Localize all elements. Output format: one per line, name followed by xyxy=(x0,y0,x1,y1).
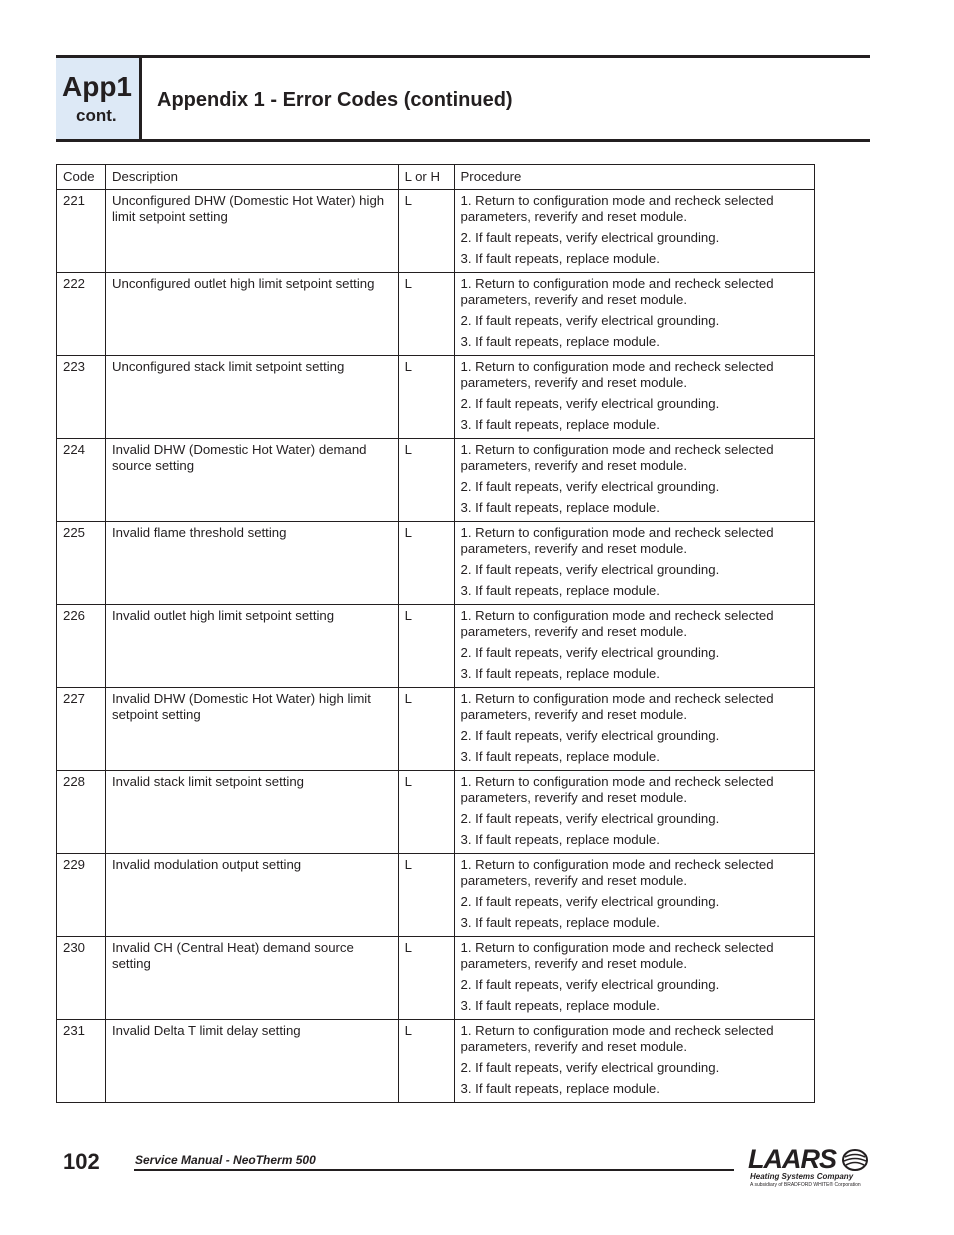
cell-l-or-h: L xyxy=(398,854,454,937)
cell-description: Unconfigured stack limit setpoint setting xyxy=(105,356,398,439)
cell-code: 229 xyxy=(57,854,106,937)
cell-code: 230 xyxy=(57,937,106,1020)
cell-code: 225 xyxy=(57,522,106,605)
header-top-rule xyxy=(56,55,870,58)
procedure-step: 1. Return to configuration mode and recheck selected parameters, reverify and reset module. xyxy=(460,359,774,390)
procedure-step: 2. If fault repeats, verify electrical grounding. xyxy=(460,396,720,411)
procedure-step: 1. Return to configuration mode and recheck selected parameters, reverify and reset module. xyxy=(460,276,774,307)
procedure-step: 1. Return to configuration mode and recheck selected parameters, reverify and reset module. xyxy=(460,608,774,639)
cell-code: 221 xyxy=(57,190,106,273)
cell-description: Invalid modulation output setting xyxy=(105,854,398,937)
page-number: 102 xyxy=(63,1149,100,1174)
page-title: Appendix 1 - Error Codes (continued) xyxy=(157,89,513,111)
cell-code: 228 xyxy=(57,771,106,854)
procedure-step: 1. Return to configuration mode and recheck selected parameters, reverify and reset module. xyxy=(460,857,774,888)
procedure-step: 3. If fault repeats, replace module. xyxy=(460,998,660,1013)
cell-l-or-h: L xyxy=(398,356,454,439)
procedure-step: 3. If fault repeats, replace module. xyxy=(460,417,660,432)
procedure-step: 3. If fault repeats, replace module. xyxy=(460,915,660,930)
procedure-step: 1. Return to configuration mode and recheck selected parameters, reverify and reset module. xyxy=(460,1023,774,1054)
procedure-step: 2. If fault repeats, verify electrical grounding. xyxy=(460,811,720,826)
table-row xyxy=(57,688,815,771)
cell-procedure xyxy=(454,1020,814,1103)
footer-rule xyxy=(134,1169,734,1171)
procedure-step: 2. If fault repeats, verify electrical grounding. xyxy=(460,728,720,743)
cell-procedure xyxy=(454,688,814,771)
procedure-step: 3. If fault repeats, replace module. xyxy=(460,583,660,598)
logo-tagline: Heating Systems Company xyxy=(750,1172,854,1181)
procedure-step: 3. If fault repeats, replace module. xyxy=(460,1081,660,1096)
column-header-description: Description xyxy=(105,165,398,190)
cell-description: Invalid Delta T limit delay setting xyxy=(105,1020,398,1103)
cell-l-or-h: L xyxy=(398,439,454,522)
header-divider xyxy=(139,58,142,139)
cell-procedure xyxy=(454,522,814,605)
cell-description: Invalid stack limit setpoint setting xyxy=(105,771,398,854)
table-header-row xyxy=(57,165,815,190)
cell-code: 226 xyxy=(57,605,106,688)
header-bottom-rule xyxy=(56,139,870,142)
laars-logo xyxy=(748,1146,870,1190)
procedure-step: 1. Return to configuration mode and recheck selected parameters, reverify and reset module. xyxy=(460,193,774,224)
logo-brand: LAARS xyxy=(748,1144,836,1174)
cell-procedure xyxy=(454,439,814,522)
procedure-step: 2. If fault repeats, verify electrical grounding. xyxy=(460,1060,720,1075)
column-header-code: Code xyxy=(57,165,106,190)
cell-l-or-h: L xyxy=(398,605,454,688)
cell-description: Invalid flame threshold setting xyxy=(105,522,398,605)
table-row xyxy=(57,605,815,688)
table-row xyxy=(57,273,815,356)
error-codes-table xyxy=(56,164,815,1103)
cell-procedure xyxy=(454,273,814,356)
table-row xyxy=(57,356,815,439)
procedure-step: 3. If fault repeats, replace module. xyxy=(460,500,660,515)
cell-code: 222 xyxy=(57,273,106,356)
procedure-step: 2. If fault repeats, verify electrical grounding. xyxy=(460,562,720,577)
procedure-step: 2. If fault repeats, verify electrical grounding. xyxy=(460,645,720,660)
table-row xyxy=(57,439,815,522)
procedure-step: 3. If fault repeats, replace module. xyxy=(460,832,660,847)
table-row xyxy=(57,854,815,937)
cell-code: 224 xyxy=(57,439,106,522)
procedure-step: 3. If fault repeats, replace module. xyxy=(460,666,660,681)
cell-procedure xyxy=(454,605,814,688)
procedure-step: 1. Return to configuration mode and recheck selected parameters, reverify and reset module. xyxy=(460,691,774,722)
laars-swirl-logo-icon xyxy=(842,1148,868,1172)
table-row xyxy=(57,190,815,273)
cell-procedure xyxy=(454,937,814,1020)
cell-procedure xyxy=(454,854,814,937)
cell-description: Unconfigured DHW (Domestic Hot Water) high limit setpoint setting xyxy=(105,190,398,273)
procedure-step: 2. If fault repeats, verify electrical grounding. xyxy=(460,894,720,909)
cell-code: 231 xyxy=(57,1020,106,1103)
table-row xyxy=(57,771,815,854)
procedure-step: 2. If fault repeats, verify electrical grounding. xyxy=(460,977,720,992)
cell-description: Invalid DHW (Domestic Hot Water) demand source setting xyxy=(105,439,398,522)
cell-l-or-h: L xyxy=(398,273,454,356)
procedure-step: 2. If fault repeats, verify electrical grounding. xyxy=(460,230,720,245)
cell-procedure xyxy=(454,190,814,273)
cell-l-or-h: L xyxy=(398,937,454,1020)
procedure-step: 2. If fault repeats, verify electrical grounding. xyxy=(460,479,720,494)
table-row xyxy=(57,522,815,605)
manual-title: Service Manual - NeoTherm 500 xyxy=(135,1153,316,1167)
procedure-step: 1. Return to configuration mode and recheck selected parameters, reverify and reset module. xyxy=(460,774,774,805)
column-header-procedure: Procedure xyxy=(454,165,814,190)
procedure-step: 2. If fault repeats, verify electrical grounding. xyxy=(460,313,720,328)
cell-code: 227 xyxy=(57,688,106,771)
procedure-step: 3. If fault repeats, replace module. xyxy=(460,251,660,266)
cell-l-or-h: L xyxy=(398,771,454,854)
cell-procedure xyxy=(454,356,814,439)
procedure-step: 1. Return to configuration mode and recheck selected parameters, reverify and reset module. xyxy=(460,940,774,971)
logo-subsidiary: A subsidiary of BRADFORD WHITE® Corporation xyxy=(750,1182,861,1188)
cell-procedure xyxy=(454,771,814,854)
column-header-l-or-h: L or H xyxy=(398,165,454,190)
cell-description: Invalid outlet high limit setpoint setting xyxy=(105,605,398,688)
procedure-step: 1. Return to configuration mode and recheck selected parameters, reverify and reset module. xyxy=(460,525,774,556)
appendix-cont-label: cont. xyxy=(76,106,117,125)
cell-l-or-h: L xyxy=(398,522,454,605)
appendix-code: App1 xyxy=(62,71,132,102)
cell-l-or-h: L xyxy=(398,190,454,273)
cell-description: Unconfigured outlet high limit setpoint setting xyxy=(105,273,398,356)
cell-l-or-h: L xyxy=(398,688,454,771)
procedure-step: 3. If fault repeats, replace module. xyxy=(460,749,660,764)
cell-description: Invalid DHW (Domestic Hot Water) high limit setpoint setting xyxy=(105,688,398,771)
procedure-step: 1. Return to configuration mode and recheck selected parameters, reverify and reset module. xyxy=(460,442,774,473)
cell-code: 223 xyxy=(57,356,106,439)
table-row xyxy=(57,937,815,1020)
procedure-step: 3. If fault repeats, replace module. xyxy=(460,334,660,349)
table-row xyxy=(57,1020,815,1103)
cell-l-or-h: L xyxy=(398,1020,454,1103)
cell-description: Invalid CH (Central Heat) demand source setting xyxy=(105,937,398,1020)
table-body xyxy=(57,190,815,1103)
